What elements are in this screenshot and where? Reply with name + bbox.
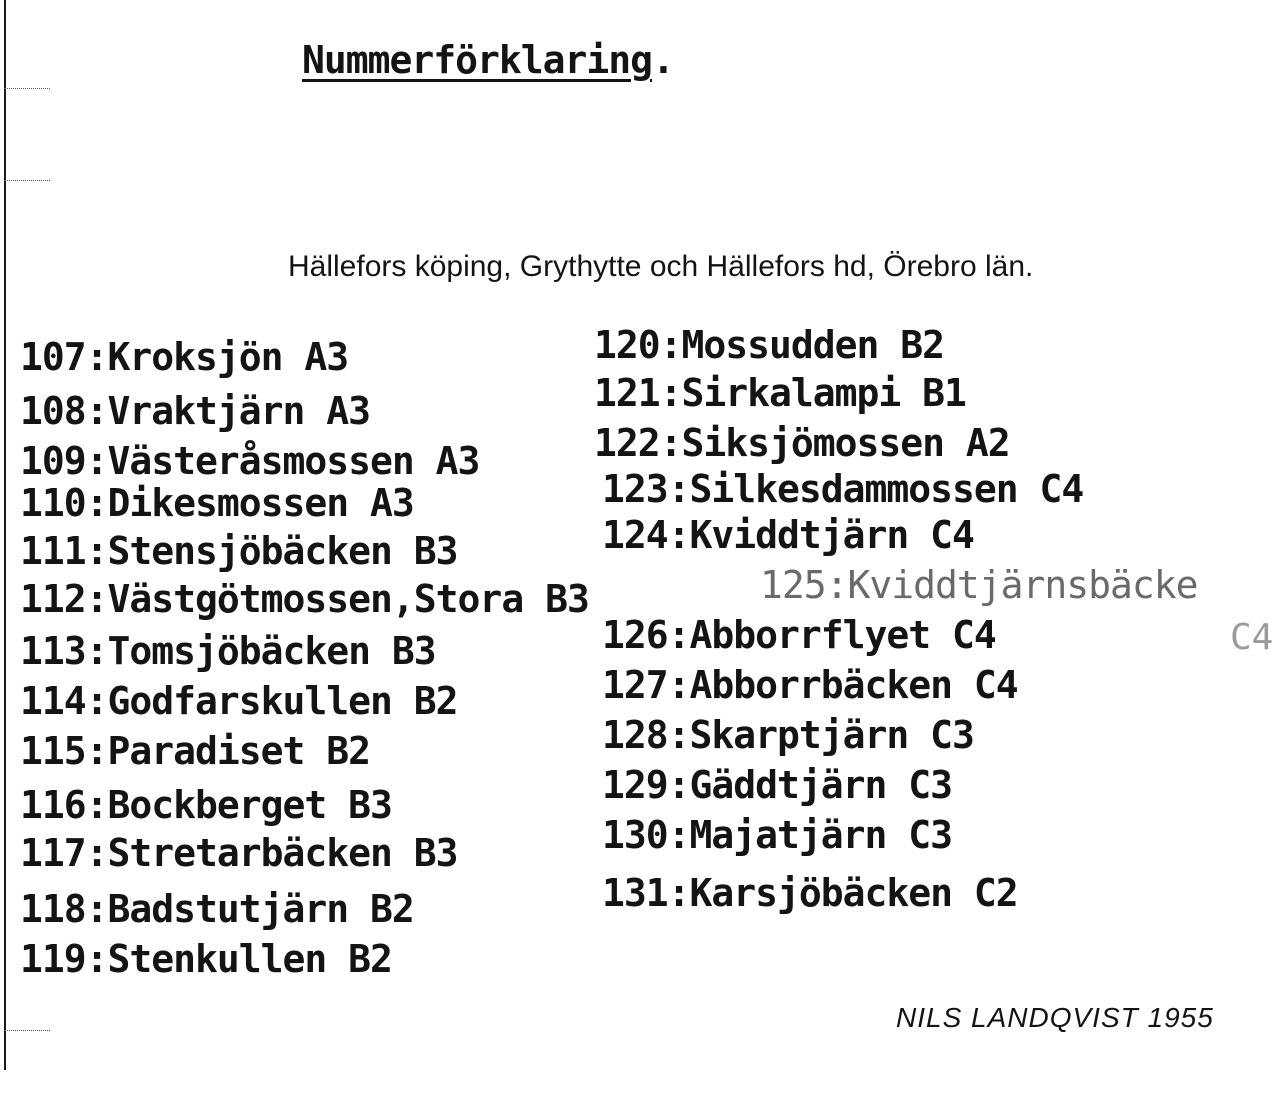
list-item-124: 124:Kviddtjärn C4 [602, 513, 974, 557]
list-item-131: 131:Karsjöbäcken C2 [602, 871, 1018, 915]
list-item-113: 113:Tomsjöbäcken B3 [20, 629, 436, 673]
list-item-108: 108:Vraktjärn A3 [20, 389, 371, 433]
page-title [302, 38, 674, 82]
author-signature: NILS LANDQVIST 1955 [896, 1002, 1214, 1033]
list-item-117: 117:Stretarbäcken B3 [20, 831, 458, 875]
list-item-123: 123:Silkesdammossen C4 [602, 467, 1084, 511]
page-title-period: . [652, 38, 674, 82]
left-margin-line [4, 0, 6, 1070]
list-item-109: 109:Västeråsmossen A3 [20, 439, 480, 483]
list-item-121: 121:Sirkalampi B1 [594, 371, 966, 415]
list-item-114: 114:Godfarskullen B2 [20, 679, 458, 723]
stray-mark: C4 [1230, 617, 1274, 658]
list-item-122: 122:Siksjömossen A2 [594, 421, 1010, 465]
page-title-text: Nummerförklaring [302, 38, 653, 82]
edge-mark [4, 180, 50, 181]
list-item-110: 110:Dikesmossen A3 [20, 481, 414, 525]
list-item-127: 127:Abborrbäcken C4 [602, 663, 1018, 707]
edge-mark [4, 88, 50, 89]
list-item-130: 130:Majatjärn C3 [602, 813, 953, 857]
list-item-119: 119:Stenkullen B2 [20, 937, 392, 981]
list-item-129: 129:Gäddtjärn C3 [602, 763, 953, 807]
location-subtitle: Hällefors köping, Grythytte och Hällefors hd, Örebro län. [288, 250, 1034, 283]
list-item-107: 107:Kroksjön A3 [20, 335, 349, 379]
list-item-126: 126:Abborrflyet C4 [602, 613, 996, 657]
list-item-125: 125:Kviddtjärnsbäcke [760, 563, 1198, 607]
list-item-116: 116:Bockberget B3 [20, 783, 392, 827]
list-item-120: 120:Mossudden B2 [594, 323, 945, 367]
list-item-115: 115:Paradiset B2 [20, 729, 371, 773]
edge-mark [4, 1030, 50, 1031]
list-item-111: 111:Stensjöbäcken B3 [20, 529, 458, 573]
list-item-118: 118:Badstutjärn B2 [20, 887, 414, 931]
list-item-128: 128:Skarptjärn C3 [602, 713, 974, 757]
list-item-112: 112:Västgötmossen,Stora B3 [20, 577, 589, 621]
